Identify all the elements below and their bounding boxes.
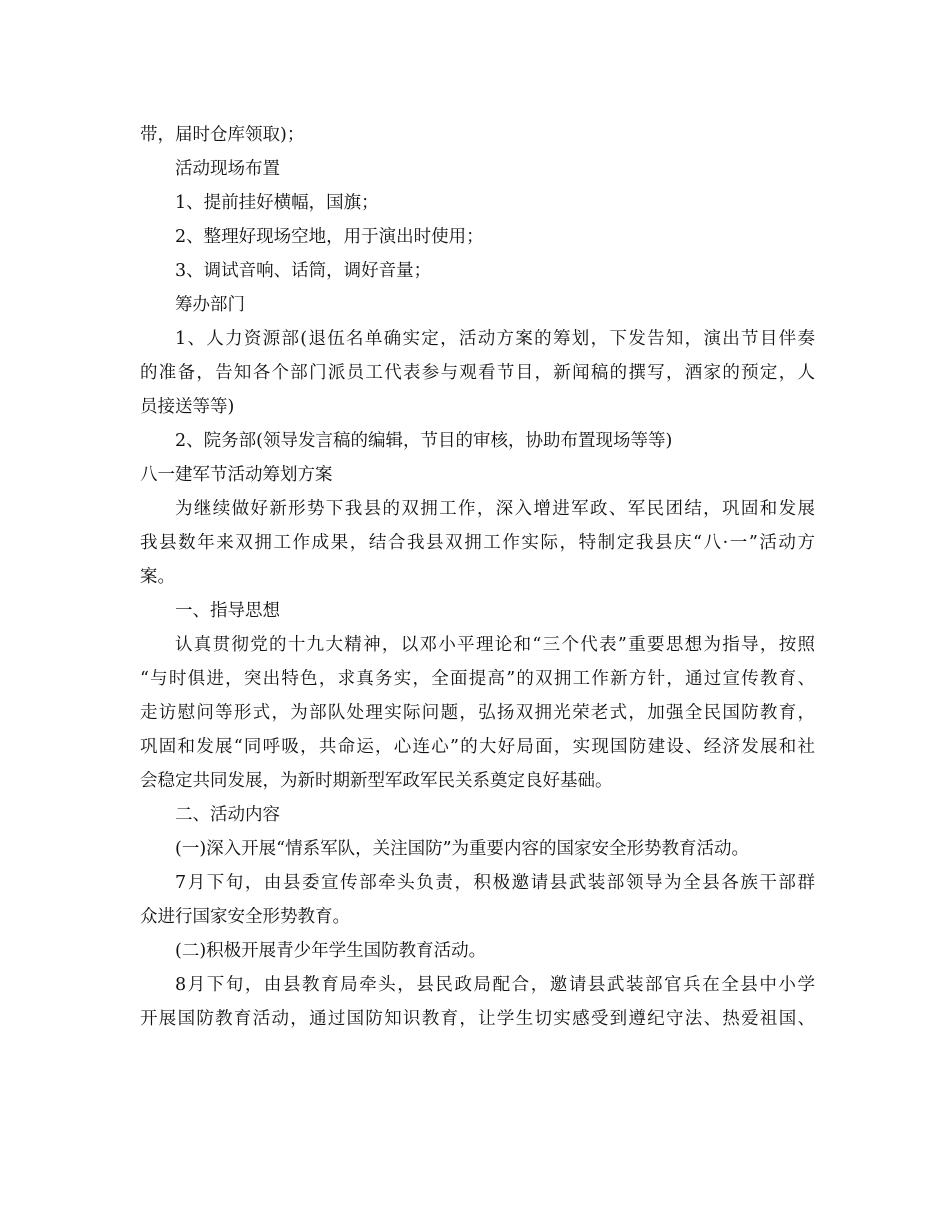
text-line: 认真贯彻党的十九大精神，以邓小平理论和“三个代表”重要思想为指导，按照 [175,635,815,655]
text-line: 八一建军节活动筹划方案 [140,465,333,485]
text-line: (二)积极开展青少年学生国防教育活动。 [175,941,487,961]
text-line: 1、人力资源部(退伍名单确实定，活动方案的筹划，下发告知，演出节目伴奏 [175,329,815,349]
document-body [140,118,815,1036]
text-line: 带，届时仓库领取)； [140,125,305,145]
text-line: 案。 [140,567,175,587]
text-line: 二、活动内容 [175,805,280,825]
text-line: 巩固和发展“同呼吸，共命运，心连心”的大好局面，实现国防建设、经济发展和社 [140,737,815,757]
text-line: 筹办部门 [175,295,245,315]
text-line: 活动现场布置 [175,159,280,179]
text-line: “与时俱进，突出特色，求真务实，全面提高”的双拥工作新方针，通过宣传教育、 [140,669,815,689]
text-line: 员接送等等) [140,397,235,417]
text-line: 众进行国家安全形势教育。 [140,907,350,927]
text-line: 8月下旬，由县教育局牵头，县民政局配合，邀请县武装部官兵在全县中小学 [175,975,815,995]
text-line: 为继续做好新形势下我县的双拥工作，深入增进军政、军民团结，巩固和发展 [175,499,815,519]
text-line: 2、整理好现场空地，用于演出时使用； [175,227,484,247]
text-line: (一)深入开展“情系军队，关注国防”为重要内容的国家安全形势教育活动。 [175,839,750,859]
text-line: 我县数年来双拥工作成果，结合我县双拥工作实际，特制定我县庆“八·一”活动方 [140,533,815,553]
text-line: 会稳定共同发展，为新时期新型军政军民关系奠定良好基础。 [140,771,613,791]
text-line: 一、指导思想 [175,601,280,621]
text-line: 走访慰问等形式，为部队处理实际问题，弘扬双拥光荣老式，加强全民国防教育， [140,703,815,723]
text-line: 2、院务部(领导发言稿的编辑，节目的审核，协助布置现场等等) [175,431,673,451]
text-line: 3、调试音响、话筒，调好音量； [175,261,432,281]
text-line: 的准备，告知各个部门派员工代表参与观看节目，新闻稿的撰写，酒家的预定，人 [140,363,815,383]
text-line: 1、提前挂好横幅，国旗； [175,193,379,213]
text-line: 7月下旬，由县委宣传部牵头负责，积极邀请县武装部领导为全县各族干部群 [175,873,815,893]
text-line: 开展国防教育活动，通过国防知识教育，让学生切实感受到遵纪守法、热爱祖国、 [140,1009,815,1029]
